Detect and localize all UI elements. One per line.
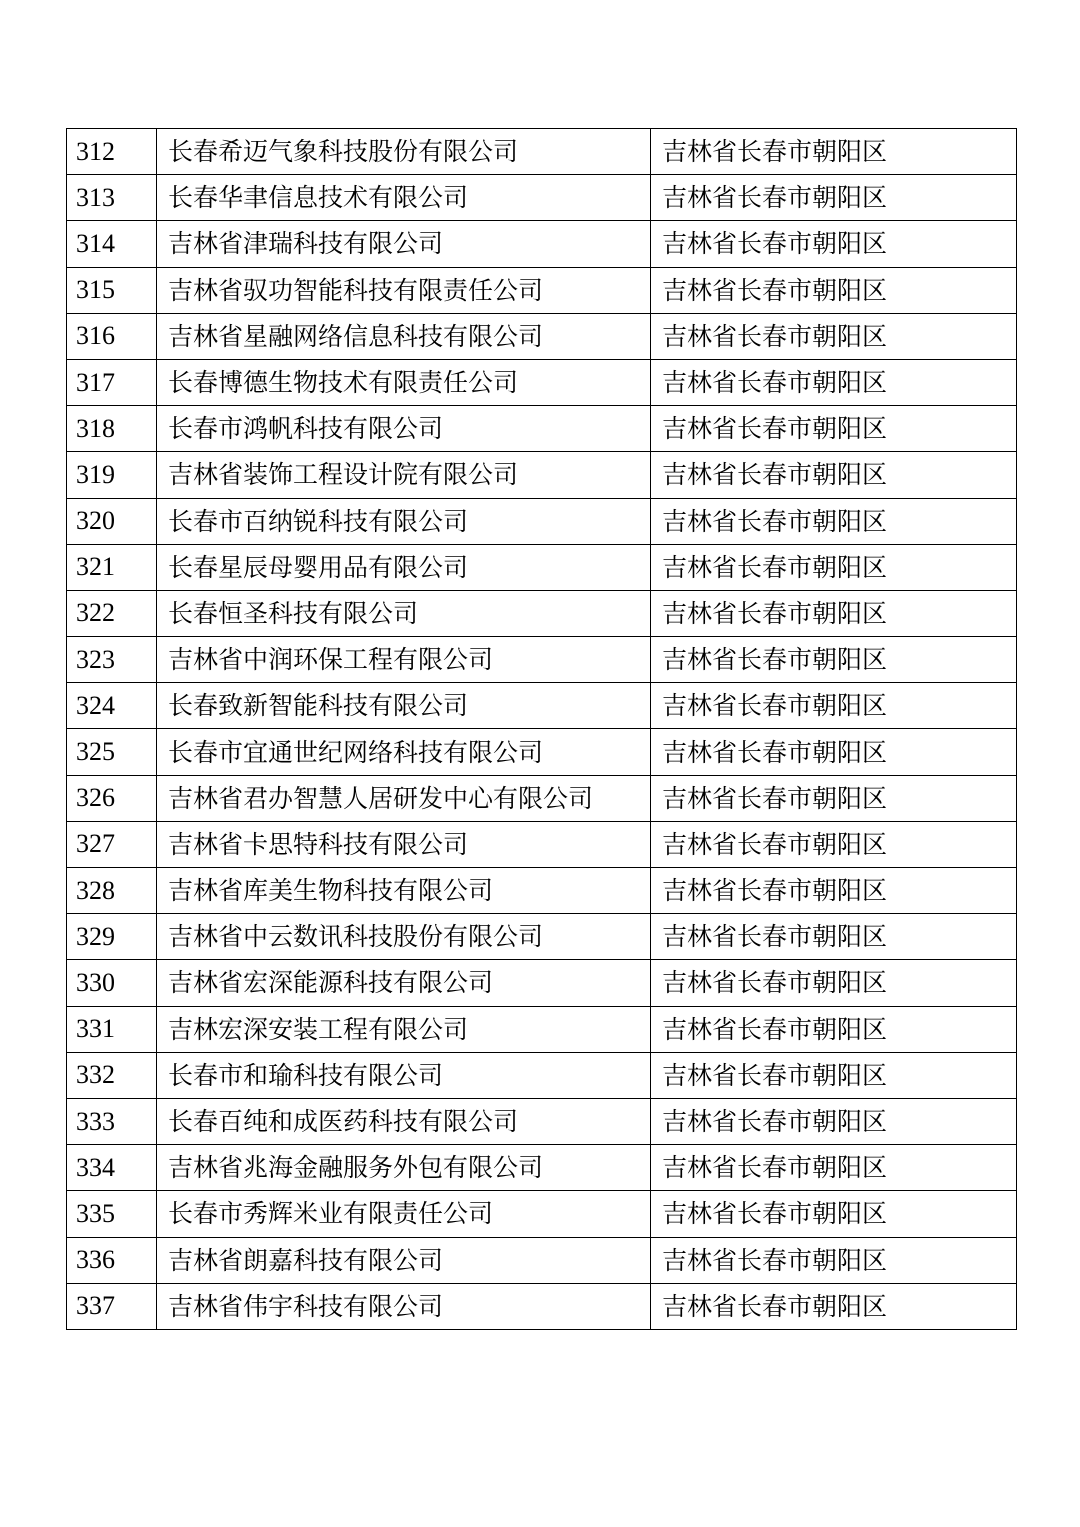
- company-name-cell: 长春市百纳锐科技有限公司: [157, 498, 651, 544]
- row-number-cell: 331: [67, 1006, 157, 1052]
- table-row: [67, 729, 1017, 775]
- table-row: [67, 1145, 1017, 1191]
- table-row: [67, 637, 1017, 683]
- company-name-cell: 吉林省卡思特科技有限公司: [157, 821, 651, 867]
- company-name-cell: 长春希迈气象科技股份有限公司: [157, 129, 651, 175]
- company-name-cell: 吉林省君办智慧人居研发中心有限公司: [157, 775, 651, 821]
- table-row: [67, 498, 1017, 544]
- table-row: [67, 452, 1017, 498]
- row-number-cell: 326: [67, 775, 157, 821]
- company-name-cell: 长春星辰母婴用品有限公司: [157, 544, 651, 590]
- company-address-cell: 吉林省长春市朝阳区: [651, 1237, 1017, 1283]
- company-address-cell: 吉林省长春市朝阳区: [651, 406, 1017, 452]
- company-address-cell: 吉林省长春市朝阳区: [651, 452, 1017, 498]
- company-address-cell: 吉林省长春市朝阳区: [651, 1145, 1017, 1191]
- company-address-cell: 吉林省长春市朝阳区: [651, 960, 1017, 1006]
- company-name-cell: 吉林省装饰工程设计院有限公司: [157, 452, 651, 498]
- company-address-cell: 吉林省长春市朝阳区: [651, 1006, 1017, 1052]
- row-number-cell: 316: [67, 313, 157, 359]
- row-number-cell: 336: [67, 1237, 157, 1283]
- company-name-cell: 长春市秀辉米业有限责任公司: [157, 1191, 651, 1237]
- company-address-cell: 吉林省长春市朝阳区: [651, 544, 1017, 590]
- company-name-cell: 吉林省库美生物科技有限公司: [157, 868, 651, 914]
- company-address-cell: 吉林省长春市朝阳区: [651, 1098, 1017, 1144]
- table-row: [67, 221, 1017, 267]
- company-address-cell: 吉林省长春市朝阳区: [651, 868, 1017, 914]
- company-address-cell: 吉林省长春市朝阳区: [651, 359, 1017, 405]
- company-address-cell: 吉林省长春市朝阳区: [651, 1052, 1017, 1098]
- company-name-cell: 吉林省中云数讯科技股份有限公司: [157, 914, 651, 960]
- table-row: [67, 175, 1017, 221]
- company-name-cell: 吉林省驭功智能科技有限责任公司: [157, 267, 651, 313]
- company-name-cell: 吉林省兆海金融服务外包有限公司: [157, 1145, 651, 1191]
- table-row: [67, 868, 1017, 914]
- row-number-cell: 328: [67, 868, 157, 914]
- company-name-cell: 长春市和瑜科技有限公司: [157, 1052, 651, 1098]
- row-number-cell: 317: [67, 359, 157, 405]
- company-address-cell: 吉林省长春市朝阳区: [651, 775, 1017, 821]
- company-name-cell: 吉林省朗嘉科技有限公司: [157, 1237, 651, 1283]
- row-number-cell: 312: [67, 129, 157, 175]
- table-body: [67, 129, 1017, 1330]
- company-address-cell: 吉林省长春市朝阳区: [651, 683, 1017, 729]
- company-name-cell: 吉林省津瑞科技有限公司: [157, 221, 651, 267]
- row-number-cell: 320: [67, 498, 157, 544]
- table-row: [67, 775, 1017, 821]
- company-address-cell: 吉林省长春市朝阳区: [651, 914, 1017, 960]
- table-row: [67, 821, 1017, 867]
- table-row: [67, 406, 1017, 452]
- row-number-cell: 321: [67, 544, 157, 590]
- table-row: [67, 1006, 1017, 1052]
- row-number-cell: 315: [67, 267, 157, 313]
- table-row: [67, 1283, 1017, 1329]
- company-name-cell: 吉林省星融网络信息科技有限公司: [157, 313, 651, 359]
- company-address-cell: 吉林省长春市朝阳区: [651, 590, 1017, 636]
- table-row: [67, 1237, 1017, 1283]
- company-name-cell: 长春百纯和成医药科技有限公司: [157, 1098, 651, 1144]
- table-row: [67, 313, 1017, 359]
- company-list-table: [66, 128, 1017, 1330]
- company-address-cell: 吉林省长春市朝阳区: [651, 1191, 1017, 1237]
- table-row: [67, 129, 1017, 175]
- table-row: [67, 267, 1017, 313]
- table-row: [67, 359, 1017, 405]
- company-name-cell: 长春华聿信息技术有限公司: [157, 175, 651, 221]
- company-address-cell: 吉林省长春市朝阳区: [651, 267, 1017, 313]
- company-address-cell: 吉林省长春市朝阳区: [651, 221, 1017, 267]
- table-row: [67, 1052, 1017, 1098]
- row-number-cell: 325: [67, 729, 157, 775]
- table-row: [67, 683, 1017, 729]
- table-row: [67, 590, 1017, 636]
- row-number-cell: 313: [67, 175, 157, 221]
- row-number-cell: 329: [67, 914, 157, 960]
- row-number-cell: 323: [67, 637, 157, 683]
- row-number-cell: 334: [67, 1145, 157, 1191]
- company-name-cell: 吉林省中润环保工程有限公司: [157, 637, 651, 683]
- company-address-cell: 吉林省长春市朝阳区: [651, 1283, 1017, 1329]
- company-address-cell: 吉林省长春市朝阳区: [651, 498, 1017, 544]
- company-name-cell: 长春恒圣科技有限公司: [157, 590, 651, 636]
- company-address-cell: 吉林省长春市朝阳区: [651, 637, 1017, 683]
- row-number-cell: 335: [67, 1191, 157, 1237]
- company-address-cell: 吉林省长春市朝阳区: [651, 129, 1017, 175]
- row-number-cell: 324: [67, 683, 157, 729]
- row-number-cell: 337: [67, 1283, 157, 1329]
- company-name-cell: 吉林省伟宇科技有限公司: [157, 1283, 651, 1329]
- company-address-cell: 吉林省长春市朝阳区: [651, 313, 1017, 359]
- row-number-cell: 333: [67, 1098, 157, 1144]
- company-name-cell: 吉林省宏深能源科技有限公司: [157, 960, 651, 1006]
- company-name-cell: 长春致新智能科技有限公司: [157, 683, 651, 729]
- row-number-cell: 318: [67, 406, 157, 452]
- table-row: [67, 1098, 1017, 1144]
- row-number-cell: 327: [67, 821, 157, 867]
- company-address-cell: 吉林省长春市朝阳区: [651, 729, 1017, 775]
- row-number-cell: 319: [67, 452, 157, 498]
- row-number-cell: 330: [67, 960, 157, 1006]
- table-row: [67, 960, 1017, 1006]
- table-row: [67, 914, 1017, 960]
- row-number-cell: 332: [67, 1052, 157, 1098]
- company-address-cell: 吉林省长春市朝阳区: [651, 175, 1017, 221]
- company-name-cell: 吉林宏深安装工程有限公司: [157, 1006, 651, 1052]
- row-number-cell: 322: [67, 590, 157, 636]
- company-name-cell: 长春市宜通世纪网络科技有限公司: [157, 729, 651, 775]
- company-address-cell: 吉林省长春市朝阳区: [651, 821, 1017, 867]
- row-number-cell: 314: [67, 221, 157, 267]
- table-row: [67, 544, 1017, 590]
- table-row: [67, 1191, 1017, 1237]
- company-name-cell: 长春市鸿帆科技有限公司: [157, 406, 651, 452]
- company-name-cell: 长春博德生物技术有限责任公司: [157, 359, 651, 405]
